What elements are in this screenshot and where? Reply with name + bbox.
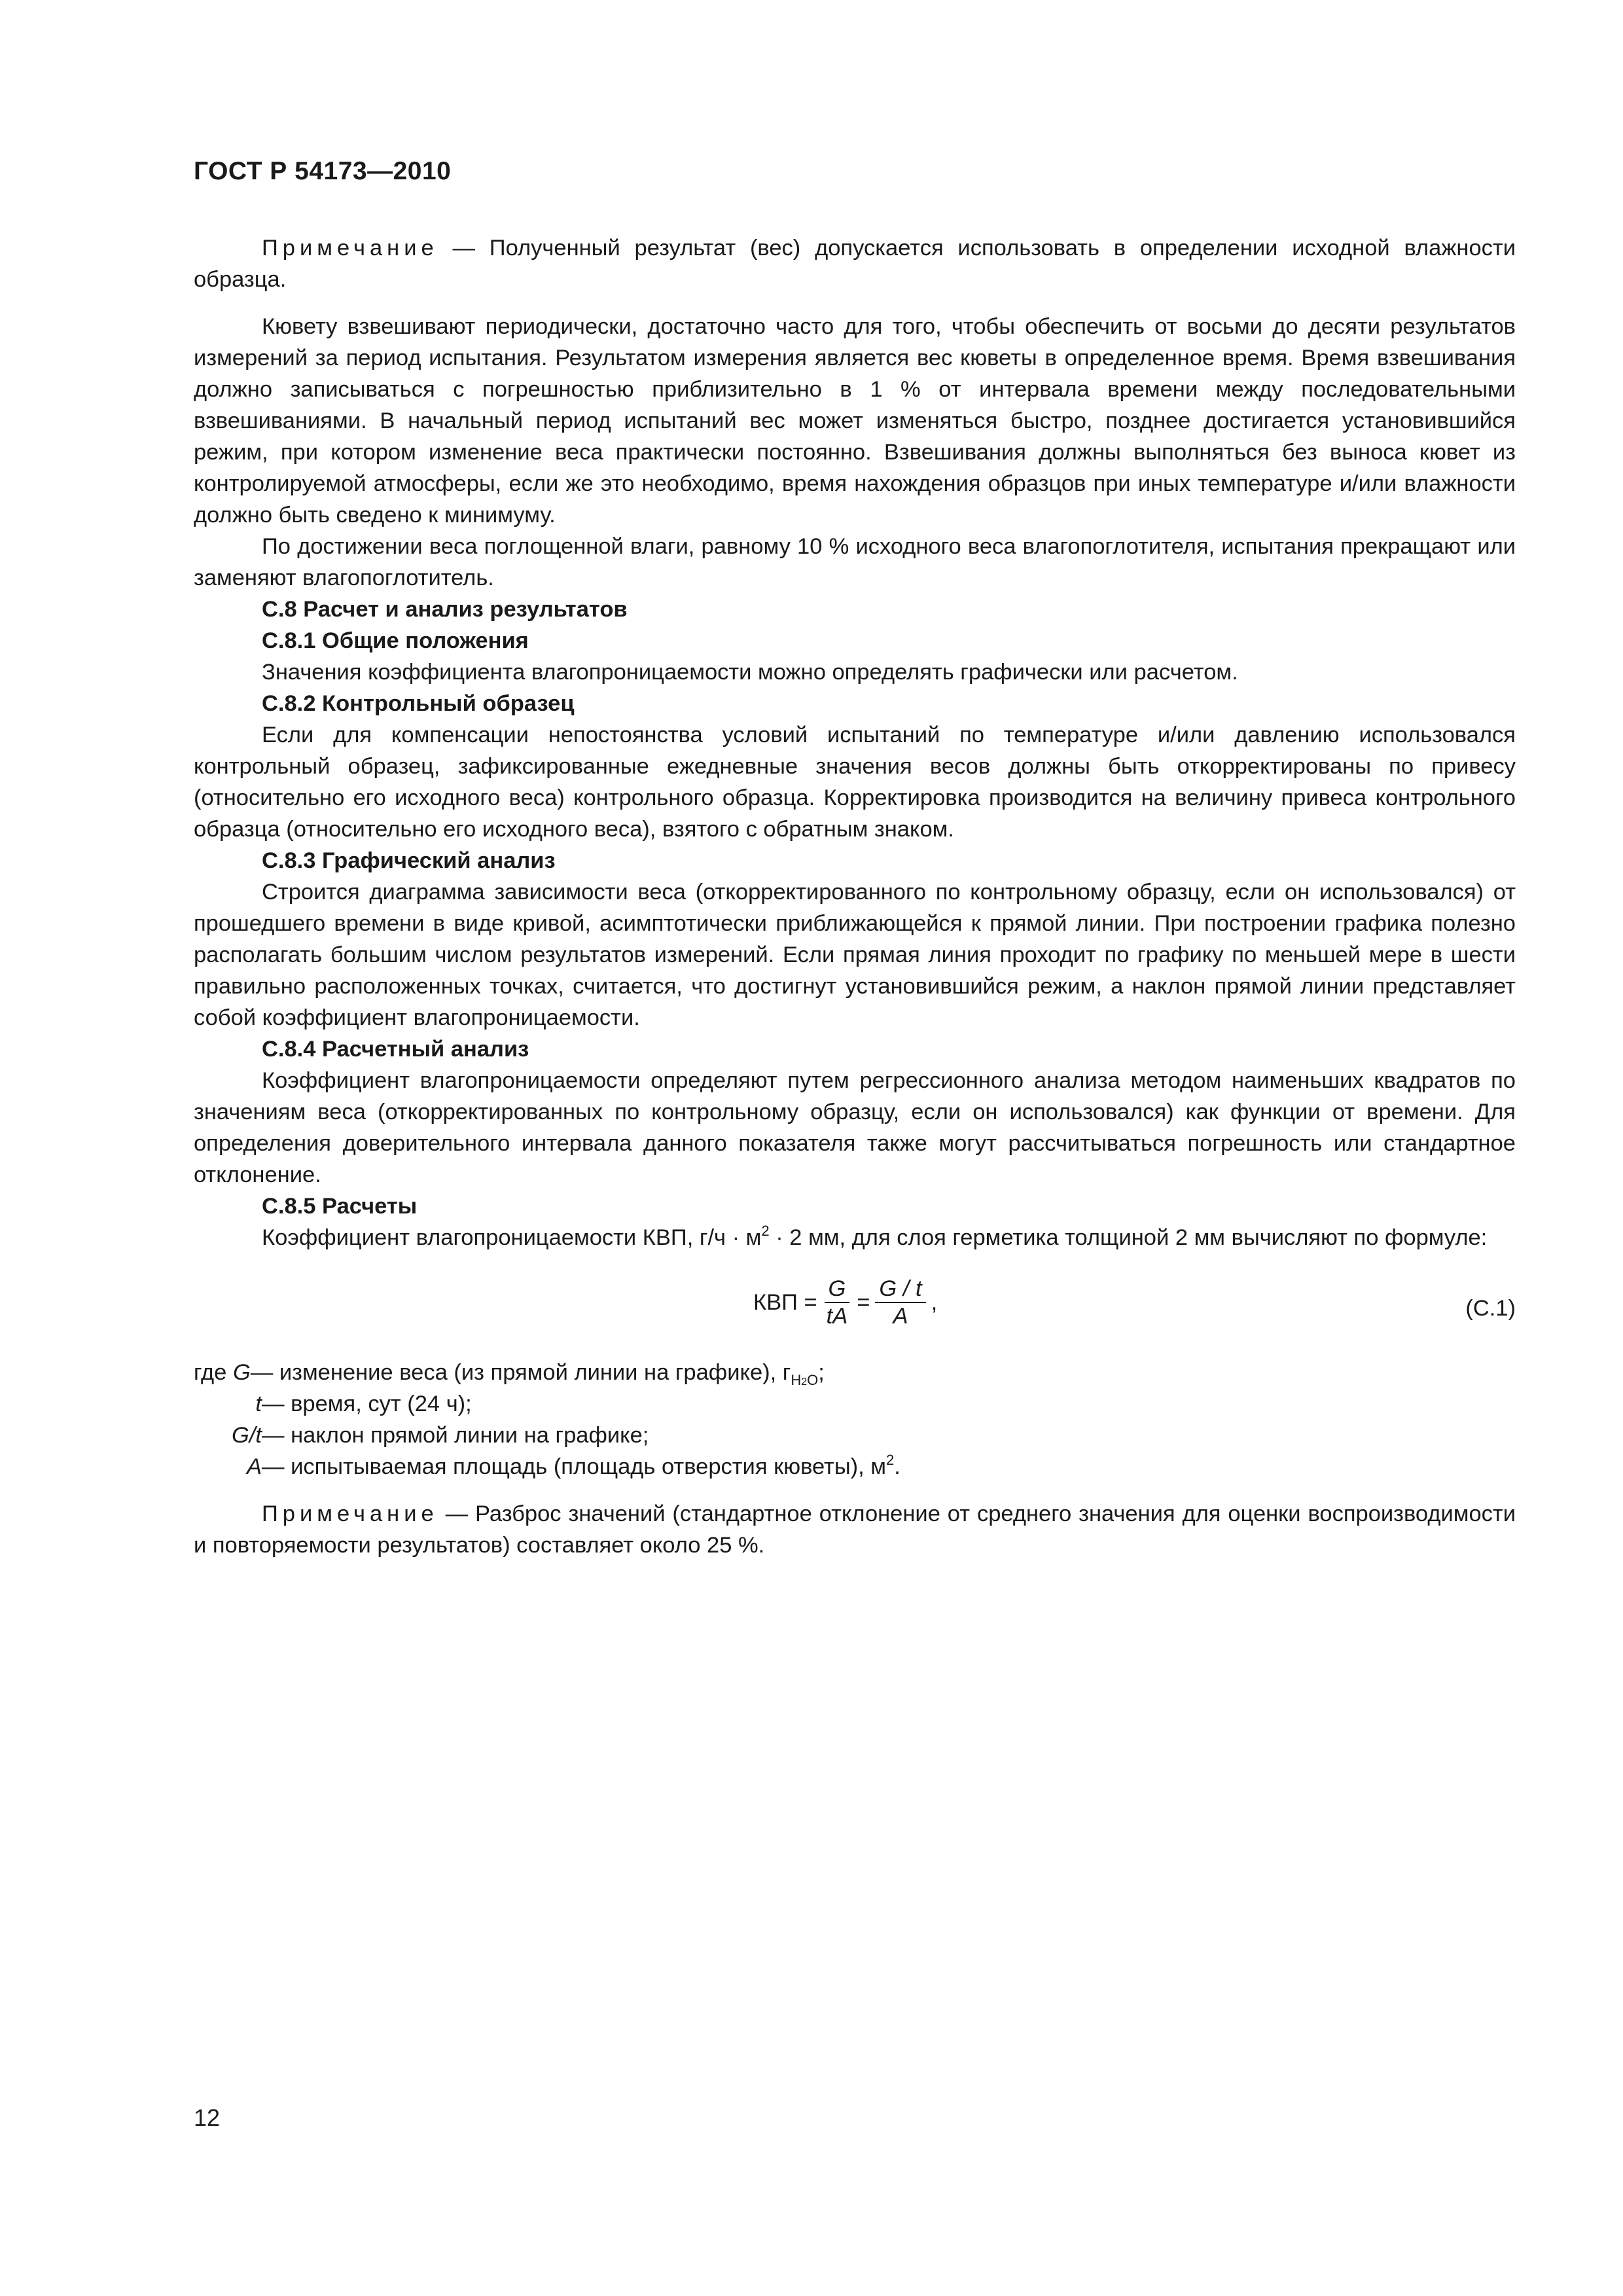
formula-block: [194, 1268, 1516, 1340]
paragraph-weighing: Кювету взвешивают периодически, достаточно часто для того, чтобы обеспечить от восьми до десяти результатов измерений за период испытания. Результатом измерения является вес кюветы в определенное время. Время взвешивания должно записываться с погрешностью приблизительно в 1 % от интервала времени между последовательными взвешиваниями. В начальный период испытаний вес может изменяться быстро, позднее достигается установившийся режим, при котором изменение веса практически постоянно. Взвешивания должны выполняться без выноса кювет из контролируемой атмосферы, если же это необходимо, время нахождения образцов при иных температуре и/или влажности должно быть сведено к минимуму.: [194, 314, 1516, 528]
note-label: Примечание: [262, 236, 438, 260]
heading-c81: С.8.1 Общие положения: [262, 628, 529, 653]
heading-c85: С.8.5 Расчеты: [262, 1194, 418, 1219]
definition-gt: G/t — наклон прямой линии на графике;: [231, 1423, 649, 1448]
heading-c83: С.8.3 Графический анализ: [262, 848, 556, 873]
heading-c8: С.8 Расчет и анализ результатов: [262, 597, 628, 622]
document-header: ГОСТ Р 54173—2010: [194, 157, 452, 185]
paragraph-c83: Строится диаграмма зависимости веса (откорректированного по контрольному образцу, если он использовался) от прошедшего времени в виде кривой, асимптотически приближающейся к прямой линии. При построении графика полезно располагать большим числом результатов измерений. Если прямая линия проходит по графику по меньшей мере в шести правильно расположенных точках, считается, что достигнут установившийся режим, а наклон прямой линии представляет собой коэффициент влагопроницаемости.: [194, 880, 1516, 1030]
document-page: [194, 0, 1516, 2296]
heading-c82: С.8.2 Контрольный образец: [262, 691, 575, 716]
paragraph-c81: Значения коэффициента влагопроницаемости можно определять графически или расчетом.: [262, 660, 1238, 685]
note-paragraph-2: [194, 1498, 1516, 1561]
formula-lhs: КВП =: [753, 1290, 817, 1315]
paragraph-c85: Коэффициент влагопроницаемости КВП, $г/ч \cdot м^2 \cdot 2$ мм, для слоя герметика толщиной 2 мм вычисляют по формуле:: [262, 1223, 1488, 1250]
note-text: — Полученный результат (вес) допускается использовать в определении исходной влажности образца.: [194, 236, 1516, 292]
paragraph-stop-condition: По достижении веса поглощенной влаги, равному 10 % исходного веса влагопоглотителя, испытания прекращают или заменяют влагопоглотитель.: [194, 534, 1516, 590]
document-body: [194, 232, 1516, 1561]
note-paragraph: [194, 232, 1516, 295]
paragraph-c82: Если для компенсации непостоянства условий испытаний по температуре и/или давлению использовался контрольный образец, зафиксированные ежедневные значения весов должны быть откорректированы по привесу (относительно его исходного веса) контрольного образца. Корректировка производится на величину привеса контрольного образца (относительно его исходного веса), взятого с обратным знаком.: [194, 723, 1516, 842]
note-text-2: — Разброс значений (стандартное отклонение от среднего значения для оценки воспроизводимости и повторяемости результатов) составляет около 25 %.: [194, 1501, 1516, 1558]
formula-number: (С.1): [1465, 1296, 1516, 1321]
note-label-2: Примечание: [262, 1501, 438, 1526]
paragraph-c84: Коэффициент влагопроницаемости определяют путем регрессионного анализа методом наименьших квадратов по значениям веса (откорректированных по контрольному образцу, если он использовался) как функции от времени. Для определения доверительного интервала данного показателя также могут рассчитываться погрешность или стандартное отклонение.: [194, 1068, 1516, 1187]
formula-c1: [753, 1276, 937, 1329]
page-number: 12: [194, 2104, 221, 2131]
definition-t: t — время, сут (24 ч);: [255, 1391, 472, 1416]
heading-c84: С.8.4 Расчетный анализ: [262, 1037, 529, 1062]
definition-g: где G — изменение веса (из прямой линии на графике), $г_{H2O}$;: [194, 1360, 825, 1388]
fraction-g-over-ta: $\frac{G}{tA}$: [823, 1276, 852, 1329]
formula-equals: =: [857, 1290, 870, 1315]
formula-comma: ,: [931, 1290, 938, 1315]
fraction-gt-over-a: $\frac{G / t}{A}$: [875, 1276, 925, 1329]
definition-a: A — испытываемая площадь (площадь отверстия кюветы), $м^2$.: [246, 1452, 901, 1479]
